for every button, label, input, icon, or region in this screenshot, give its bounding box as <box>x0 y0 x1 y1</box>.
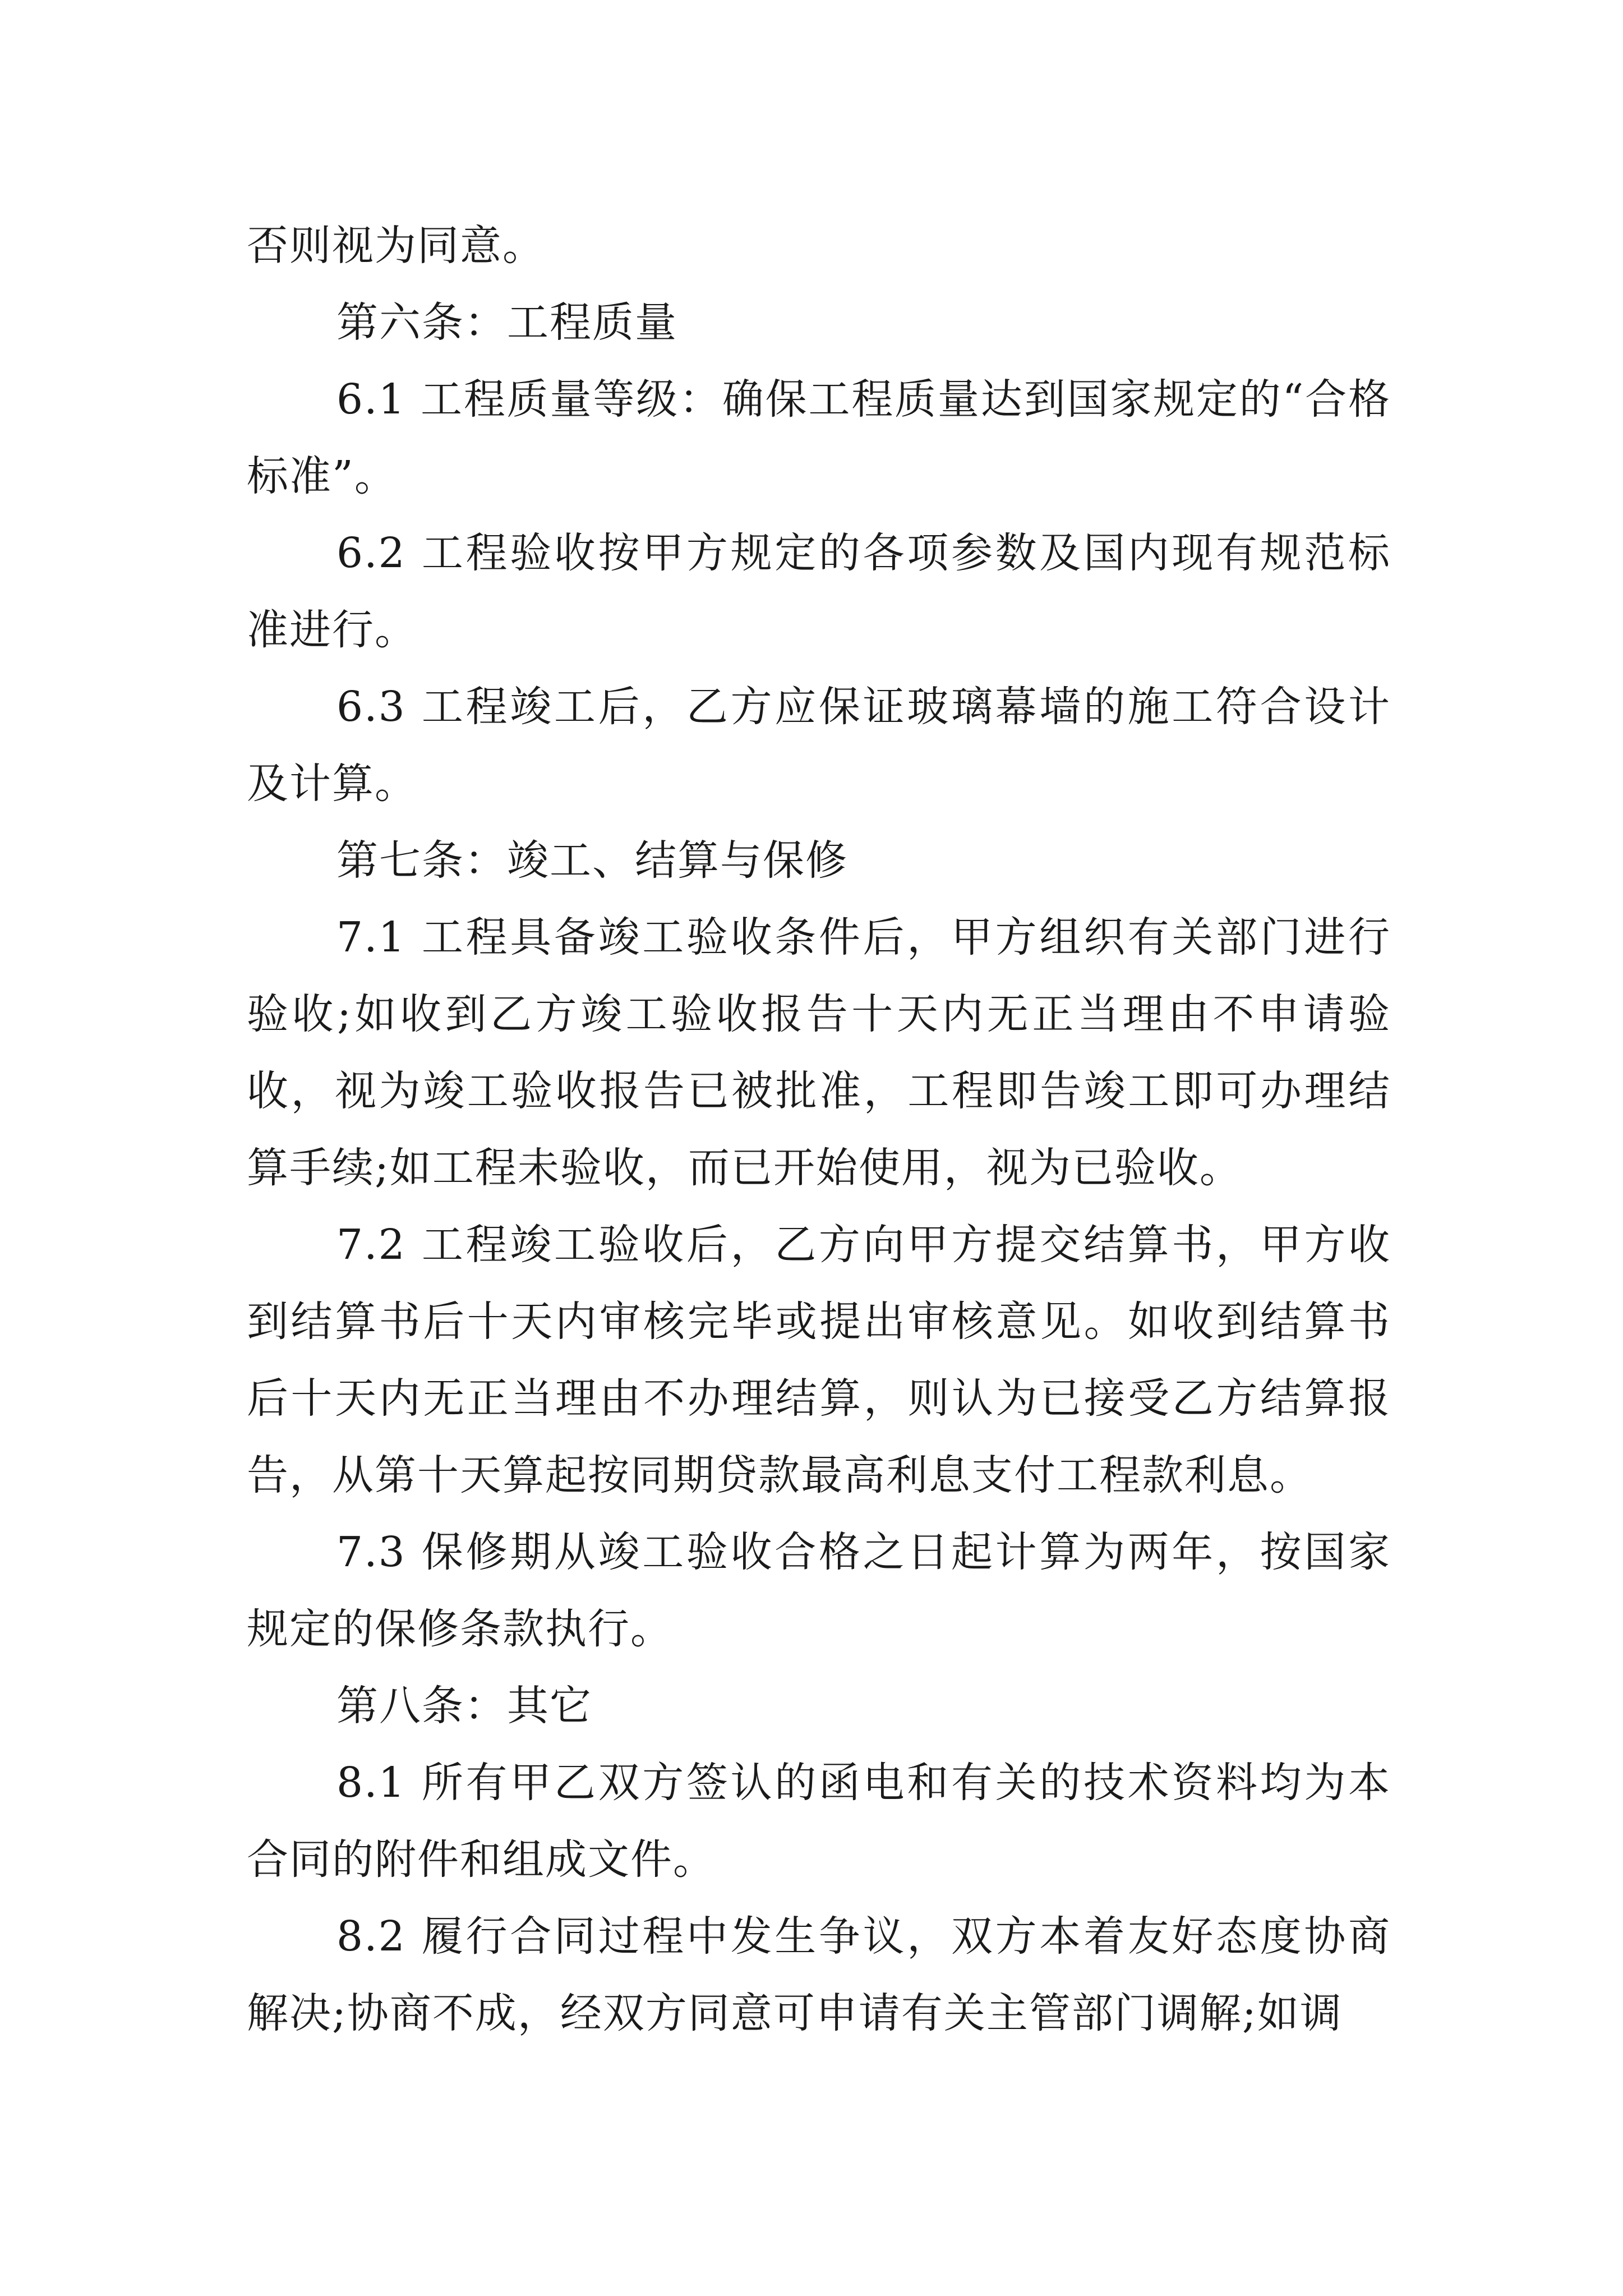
clause-6-2: 6.2 工程验收按甲方规定的各项参数及国内现有规范标准进行。 <box>247 529 1391 654</box>
clause-7-1: 7.1 工程具备竣工验收条件后，甲方组织有关部门进行验收;如收到乙方竣工验收报告十天内无正当理由不申请验收，视为竣工验收报告已被批准，工程即告竣工即可办理结算手续;如工程未验收，而已开始使用，视为已验收。 <box>247 913 1391 1192</box>
clause-7-2: 7.2 工程竣工验收后，乙方向甲方提交结算书，甲方收到结算书后十天内审核完毕或提出审核意见。如收到结算书后十天内无正当理由不办理结算，则认为已接受乙方结算报告，从第十天算起按同期贷款最高利息支付工程款利息。 <box>247 1221 1391 1499</box>
clause-6-3: 6.3 工程竣工后，乙方应保证玻璃幕墙的施工符合设计及计算。 <box>247 683 1391 808</box>
paragraph-continuation: 否则视为同意。 <box>247 222 545 270</box>
article-8-heading: 第八条：其它 <box>336 1682 592 1730</box>
article-7-heading: 第七条：竣工、结算与保修 <box>336 836 848 885</box>
clause-6-1: 6.1 工程质量等级：确保工程质量达到国家规定的“合格标准”。 <box>247 375 1391 500</box>
contract-body <box>247 208 1391 2052</box>
clause-8-1: 8.1 所有甲乙双方签认的函电和有关的技术资料均为本合同的附件和组成文件。 <box>247 1759 1391 1884</box>
article-6-heading: 第六条：工程质量 <box>336 298 677 347</box>
clause-8-2: 8.2 履行合同过程中发生争议，双方本着友好态度协商解决;协商不成，经双方同意可申请有关主管部门调解;如调 <box>247 1912 1391 2037</box>
clause-7-3: 7.3 保修期从竣工验收合格之日起计算为两年，按国家规定的保修条款执行。 <box>247 1528 1391 1653</box>
